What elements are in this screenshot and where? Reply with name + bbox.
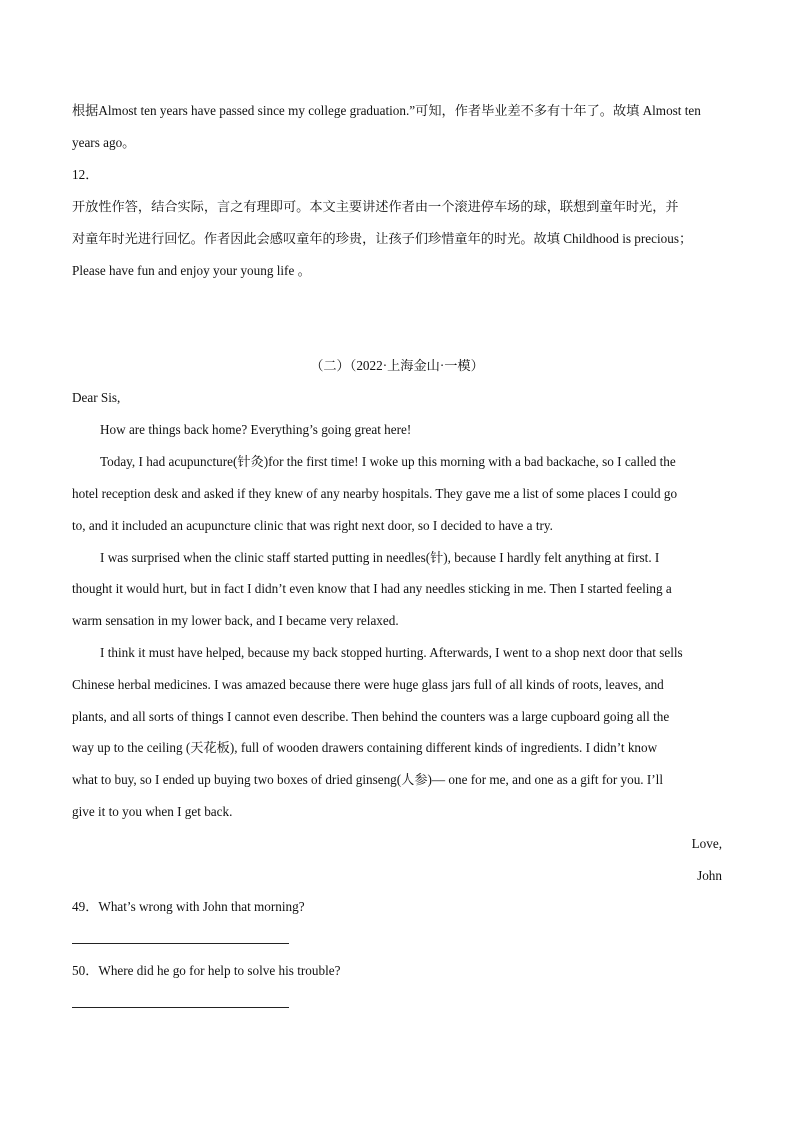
letter-paragraph-3-line-3: warm sensation in my lower back, and I became very relaxed. bbox=[72, 613, 399, 628]
letter-paragraph-4-line-4: way up to the ceiling (天花板), full of wooden drawers containing different kinds of ingredients. I didn’t know bbox=[72, 740, 658, 755]
answer-11-line-2: years ago。 bbox=[72, 135, 136, 150]
letter-paragraph-2-line-2: hotel reception desk and asked if they knew of any nearby hospitals. They gave me a list of some places I could go bbox=[72, 486, 678, 501]
answer-12-line-2: 对童年时光进行回忆。作者因此会感叹童年的珍贵，让孩子们珍惜童年的时光。故填 Childhood is precious； bbox=[72, 231, 693, 246]
letter-greeting: Dear Sis, bbox=[72, 390, 121, 405]
answer-blank-49[interactable] bbox=[72, 943, 289, 944]
question-12-number: 12． bbox=[72, 167, 99, 182]
letter-paragraph-4-line-1: I think it must have helped, because my back stopped hurting. Afterwards, I went to a shop next door that sells bbox=[100, 645, 683, 660]
letter-closing: Love, bbox=[691, 836, 722, 851]
question-49: 49．What’s wrong with John that morning? bbox=[72, 899, 305, 914]
letter-paragraph-4-line-6: give it to you when I get back. bbox=[72, 804, 233, 819]
answer-11-line-1: 根据Almost ten years have passed since my college graduation.”可知，作者毕业差不多有十年了。故填 Almost ten bbox=[72, 103, 701, 118]
answer-12-line-1: 开放性作答，结合实际，言之有理即可。本文主要讲述作者由一个滚进停车场的球，联想到童年时光，并 bbox=[72, 199, 679, 214]
answer-blank-50[interactable] bbox=[72, 1007, 289, 1008]
letter-paragraph-4-line-5: what to buy, so I ended up buying two boxes of dried ginseng(人参)— one for me, and one as a gift for you. I’ll bbox=[72, 772, 663, 787]
letter-paragraph-3-line-2: thought it would hurt, but in fact I didn’t even know that I had any needles sticking in me. Then I started feeling a bbox=[72, 581, 672, 596]
letter-signature: John bbox=[697, 868, 722, 883]
answer-12-line-3: Please have fun and enjoy your young life 。 bbox=[72, 263, 311, 278]
letter-paragraph-4-line-2: Chinese herbal medicines. I was amazed because there were huge glass jars full of all kinds of roots, leaves, and bbox=[72, 677, 664, 692]
letter-paragraph-2-line-1: Today, I had acupuncture(针灸)for the first time! I woke up this morning with a bad backache, so I called the bbox=[100, 454, 676, 469]
question-50: 50．Where did he go for help to solve his trouble? bbox=[72, 963, 341, 978]
section-heading: （二）（2022·上海金山·一模） bbox=[310, 358, 484, 373]
letter-paragraph-2-line-3: to, and it included an acupuncture clinic that was right next door, so I decided to have a try. bbox=[72, 518, 553, 533]
letter-paragraph-3-line-1: I was surprised when the clinic staff started putting in needles(针), because I hardly felt anything at first. I bbox=[100, 550, 660, 565]
letter-paragraph-1: How are things back home? Everything’s going great here! bbox=[100, 422, 412, 437]
letter-paragraph-4-line-3: plants, and all sorts of things I cannot even describe. Then behind the counters was a large cupboard going all the bbox=[72, 709, 670, 724]
